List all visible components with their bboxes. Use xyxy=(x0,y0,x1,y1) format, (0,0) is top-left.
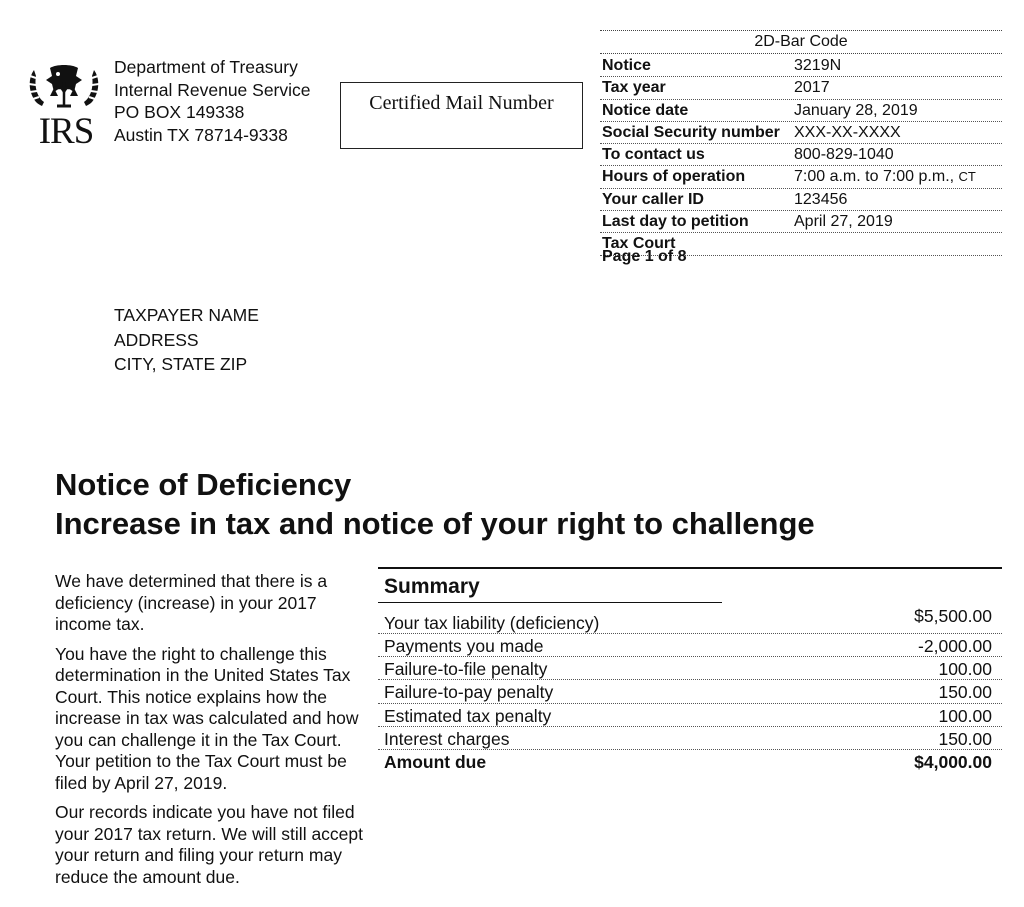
hours-text: 7:00 a.m. to 7:00 p.m., xyxy=(794,168,955,186)
info-label: Social Security number xyxy=(602,123,780,141)
summary-label: Failure-to-file penalty xyxy=(384,659,548,680)
info-row-ssn xyxy=(600,122,1002,144)
summary-table xyxy=(378,567,1002,772)
summary-row-payments xyxy=(378,634,1002,657)
summary-row-amount-due xyxy=(378,750,1002,772)
recipient-address xyxy=(114,303,259,377)
info-label: Tax year xyxy=(602,79,666,97)
info-label: Last day to petition xyxy=(602,213,749,231)
info-row-notice-date xyxy=(600,100,1002,122)
info-label: Tax Court xyxy=(602,235,676,253)
body-paragraph: We have determined that there is a deficiency (increase) in your 2017 income tax. xyxy=(55,571,328,634)
barcode-label: 2D-Bar Code xyxy=(600,30,1002,54)
info-row-tax-year xyxy=(600,77,1002,99)
notice-info-table xyxy=(600,55,1002,256)
irs-logo xyxy=(24,62,104,152)
page-subtitle: Increase in tax and notice of your right to challenge xyxy=(55,506,815,541)
info-label: Hours of operation xyxy=(602,168,746,186)
page-indicator: Page 1 of 8 xyxy=(602,248,687,265)
summary-total-value: $4,000.00 xyxy=(914,751,992,772)
summary-title: Summary xyxy=(384,575,480,598)
sender-line: PO BOX 149338 xyxy=(114,102,245,122)
info-row-notice xyxy=(600,55,1002,77)
info-value: 800-829-1040 xyxy=(794,146,894,164)
body-paragraph: Our records indicate you have not filed your 2017 tax return. We will still accept your return and filing your return may reduce the amount due. xyxy=(55,802,364,887)
summary-row-failure-to-pay xyxy=(378,680,1002,703)
body-paragraph: You have the right to challenge this determination in the United States Tax Court. This notice explains how the increase in tax was calculated and how you can challenge it in the Tax Court. Your petition to the Tax Court must be filed by April 27, 2019. xyxy=(55,643,359,793)
summary-value: 150.00 xyxy=(938,728,992,749)
sender-line: Department of Treasury xyxy=(114,57,298,77)
info-value: 3219N xyxy=(794,57,842,74)
summary-row-estimated-tax xyxy=(378,704,1002,727)
summary-label: Payments you made xyxy=(384,636,544,656)
info-row-last-day xyxy=(600,211,1002,233)
logo-wordmark: IRS xyxy=(38,111,94,152)
summary-row-tax-liability xyxy=(378,603,1002,634)
info-value: XXX-XX-XXXX xyxy=(794,123,901,141)
recipient-line: TAXPAYER NAME xyxy=(114,305,259,325)
info-row-contact xyxy=(600,144,1002,166)
summary-label: Failure-to-pay penalty xyxy=(384,682,554,703)
info-value: 2017 xyxy=(794,79,830,97)
summary-row-interest xyxy=(378,727,1002,750)
summary-total-label: Amount due xyxy=(384,751,487,772)
summary-value: 100.00 xyxy=(938,705,992,726)
sender-address xyxy=(114,56,311,146)
info-label: Notice xyxy=(602,57,651,74)
recipient-line: CITY, STATE ZIP xyxy=(114,354,248,374)
info-value: April 27, 2019 xyxy=(794,213,893,231)
summary-value: 150.00 xyxy=(938,682,992,703)
summary-row-failure-to-file xyxy=(378,657,1002,680)
sender-line: Internal Revenue Service xyxy=(114,79,311,100)
info-value: 123456 xyxy=(794,190,848,208)
summary-value: $5,500.00 xyxy=(914,606,992,626)
certified-mail-label: Certified Mail Number xyxy=(369,92,554,114)
summary-value: 100.00 xyxy=(938,659,992,680)
summary-label: Estimated tax penalty xyxy=(384,705,552,726)
info-label: Notice date xyxy=(602,101,689,119)
info-label: Your caller ID xyxy=(602,190,704,208)
summary-label: Your tax liability (deficiency) xyxy=(384,613,600,633)
recipient-line: ADDRESS xyxy=(114,329,199,350)
sender-line: Austin TX 78714-9338 xyxy=(114,124,288,145)
info-label: To contact us xyxy=(602,146,705,164)
summary-label: Interest charges xyxy=(384,728,510,749)
notice-body xyxy=(55,571,373,896)
info-value xyxy=(794,166,976,187)
info-row-caller-id xyxy=(600,189,1002,211)
eagle-emblem-icon xyxy=(24,62,104,114)
info-value: January 28, 2019 xyxy=(794,101,918,119)
page-title: Notice of Deficiency xyxy=(55,467,352,502)
info-row-hours xyxy=(600,166,1002,188)
timezone-text: CT xyxy=(958,169,976,185)
summary-value: -2,000.00 xyxy=(918,636,992,656)
certified-mail-box xyxy=(340,82,583,149)
